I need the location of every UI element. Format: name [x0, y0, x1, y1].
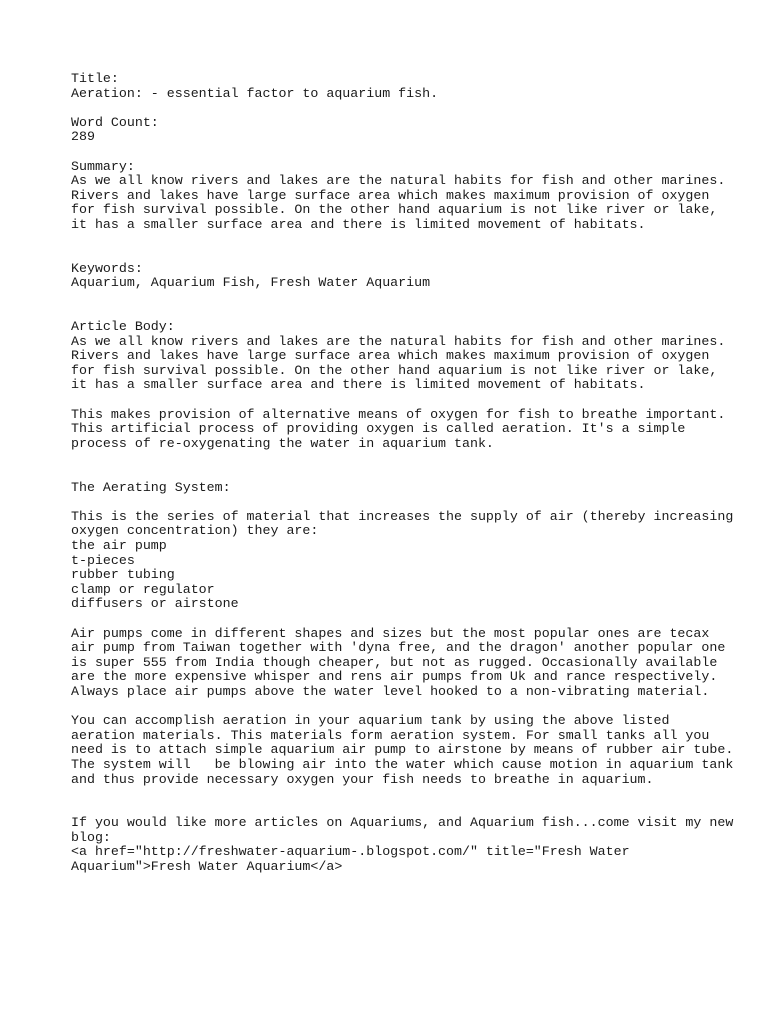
- text-line: blog:: [71, 829, 111, 845]
- text-line: The Aerating System:: [71, 479, 231, 495]
- text-line: clamp or regulator: [71, 581, 215, 597]
- text-line: oxygen concentration) they are:: [71, 523, 319, 539]
- text-line: As we all know rivers and lakes are the natural habits for fish and other marines.: [71, 173, 726, 189]
- document-page: [71, 71, 734, 875]
- text-line: process of re-oxygenating the water in aquarium tank.: [71, 435, 494, 451]
- text-line: Aeration: - essential factor to aquarium fish.: [71, 85, 439, 101]
- blank-line: [71, 495, 731, 510]
- blank-line: [71, 802, 731, 817]
- blank-line: [71, 291, 731, 306]
- text-line: 289: [71, 129, 95, 145]
- blank-line: [71, 393, 731, 408]
- text-line: is super 555 from India though cheaper, but not as rugged. Occasionally available: [71, 654, 718, 670]
- text-line: Always place air pumps above the water level hooked to a non-vibrating material.: [71, 683, 710, 699]
- text-line: Rivers and lakes have large surface area which makes maximum provision of oxygen: [71, 187, 710, 203]
- text-line: This is the series of material that increases the supply of air (thereby increasing: [71, 508, 734, 524]
- text-line: t-pieces: [71, 552, 135, 568]
- text-line: You can accomplish aeration in your aquarium tank by using the above listed: [71, 713, 670, 729]
- text-line: are the more expensive whisper and rens air pumps from Uk and rance respectively.: [71, 669, 718, 685]
- text-line: aeration materials. This materials form aeration system. For small tanks all you: [71, 727, 710, 743]
- blank-line: [71, 612, 731, 627]
- text-line: for fish survival possible. On the other hand aquarium is not like river or lake,: [71, 362, 718, 378]
- text-line: If you would like more articles on Aquariums, and Aquarium fish...come visit my new: [71, 815, 734, 831]
- text-line: Rivers and lakes have large surface area which makes maximum provision of oxygen: [71, 348, 710, 364]
- text-line: need is to attach simple aquarium air pump to airstone by means of rubber air tube.: [71, 742, 734, 758]
- text-line: Keywords:: [71, 260, 143, 276]
- blank-line: [71, 466, 731, 481]
- text-line: Air pumps come in different shapes and sizes but the most popular ones are tecax: [71, 625, 710, 641]
- text-line: diffusers or airstone: [71, 596, 239, 612]
- text-line: Aquarium">Fresh Water Aquarium</a>: [71, 859, 343, 875]
- text-line: it has a smaller surface area and there is limited movement of habitats.: [71, 377, 646, 393]
- text-line: <a href="http://freshwater-aquarium-.blogspot.com/" title="Fresh Water: [71, 844, 630, 860]
- text-line: Title:: [71, 71, 119, 86]
- text-line: This makes provision of alternative means of oxygen for fish to breathe important.: [71, 406, 726, 422]
- text-line: Word Count:: [71, 114, 159, 130]
- text-line: it has a smaller surface area and there is limited movement of habitats.: [71, 216, 646, 232]
- blank-line: [71, 451, 731, 466]
- text-line: air pump from Taiwan together with 'dyna free, and the dragon' another popular one: [71, 640, 726, 656]
- text-line: Article Body:: [71, 319, 175, 335]
- text-line: The system will be blowing air into the water which cause motion in aquarium tank: [71, 756, 734, 772]
- blank-line: [71, 101, 731, 116]
- text-line: Summary:: [71, 158, 135, 174]
- text-line: This artificial process of providing oxygen is called aeration. It's a simple: [71, 421, 686, 437]
- text-line: rubber tubing: [71, 567, 175, 583]
- blank-line: [71, 787, 731, 802]
- blank-line: [71, 233, 731, 248]
- text-line: for fish survival possible. On the other hand aquarium is not like river or lake,: [71, 202, 718, 218]
- blank-line: [71, 247, 731, 262]
- blank-line: [71, 700, 731, 715]
- blank-line: [71, 145, 731, 160]
- text-line: and thus provide necessary oxygen your fish needs to breathe in aquarium.: [71, 771, 654, 787]
- text-line: the air pump: [71, 538, 167, 553]
- blank-line: [71, 306, 731, 321]
- text-line: As we all know rivers and lakes are the natural habits for fish and other marines.: [71, 333, 726, 349]
- text-line: Aquarium, Aquarium Fish, Fresh Water Aquarium: [71, 275, 431, 291]
